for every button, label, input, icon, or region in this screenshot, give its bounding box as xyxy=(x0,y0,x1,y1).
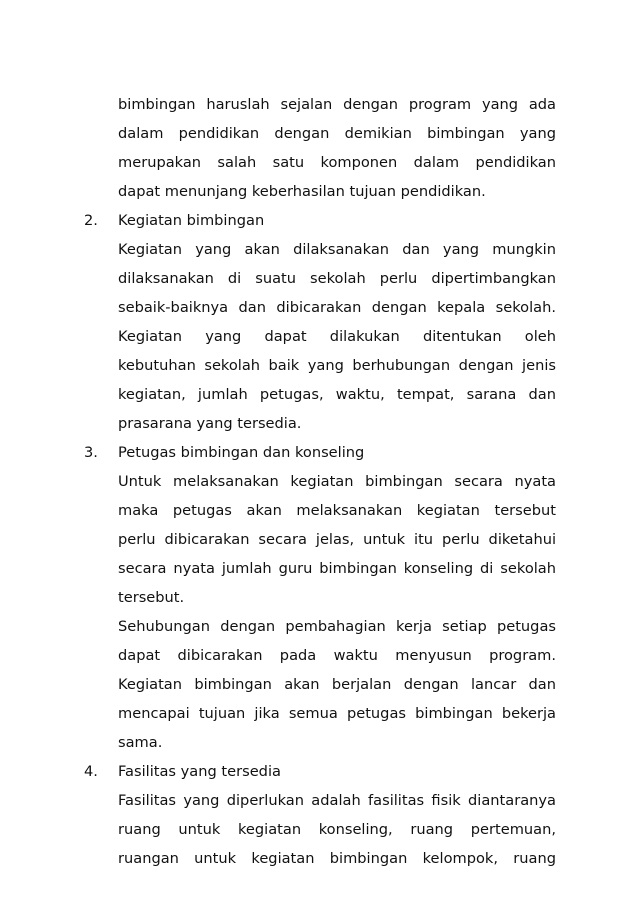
body-line: dalam pendidikan dengan demikian bimbingan yang xyxy=(118,125,556,142)
body-line: dapat dibicarakan pada waktu menyusun program. xyxy=(118,647,556,664)
body-line: ruangan untuk kegiatan bimbingan kelompok, ruang xyxy=(118,850,556,867)
list-number: 2. xyxy=(84,212,98,229)
body-line: sebaik-baiknya dan dibicarakan dengan kepala sekolah. xyxy=(118,299,556,316)
body-line: merupakan salah satu komponen dalam pendidikan xyxy=(118,154,556,171)
body-line: secara nyata jumlah guru bimbingan konseling di sekolah xyxy=(118,560,556,577)
body-line: maka petugas akan melaksanakan kegiatan tersebut xyxy=(118,502,556,519)
body-line: Sehubungan dengan pembahagian kerja setiap petugas xyxy=(118,618,556,635)
list-number: 3. xyxy=(84,444,98,461)
body-line: Kegiatan yang akan dilaksanakan dan yang mungkin xyxy=(118,241,556,258)
list-number: 4. xyxy=(84,763,98,780)
list-heading: Fasilitas yang tersedia xyxy=(118,763,281,780)
body-line: prasarana yang tersedia. xyxy=(118,415,302,432)
body-line: mencapai tujuan jika semua petugas bimbingan bekerja xyxy=(118,705,556,722)
body-line: bimbingan haruslah sejalan dengan program yang ada xyxy=(118,96,556,113)
body-line: dapat menunjang keberhasilan tujuan pendidikan. xyxy=(118,183,486,200)
list-heading: Petugas bimbingan dan konseling xyxy=(118,444,365,461)
body-line: kegiatan, jumlah petugas, waktu, tempat, sarana dan xyxy=(118,386,556,403)
body-line: Kegiatan bimbingan akan berjalan dengan lancar dan xyxy=(118,676,556,693)
body-line: Fasilitas yang diperlukan adalah fasilitas fisik diantaranya xyxy=(118,792,556,809)
body-line: perlu dibicarakan secara jelas, untuk itu perlu diketahui xyxy=(118,531,556,548)
body-line: tersebut. xyxy=(118,589,185,606)
body-line: Untuk melaksanakan kegiatan bimbingan secara nyata xyxy=(118,473,556,490)
body-line: kebutuhan sekolah baik yang berhubungan dengan jenis xyxy=(118,357,556,374)
list-heading: Kegiatan bimbingan xyxy=(118,212,265,229)
body-line: ruang untuk kegiatan konseling, ruang pertemuan, xyxy=(118,821,556,838)
body-line: Kegiatan yang dapat dilakukan ditentukan oleh xyxy=(118,328,556,345)
body-line: sama. xyxy=(118,734,163,751)
body-line: dilaksanakan di suatu sekolah perlu dipertimbangkan xyxy=(118,270,556,287)
